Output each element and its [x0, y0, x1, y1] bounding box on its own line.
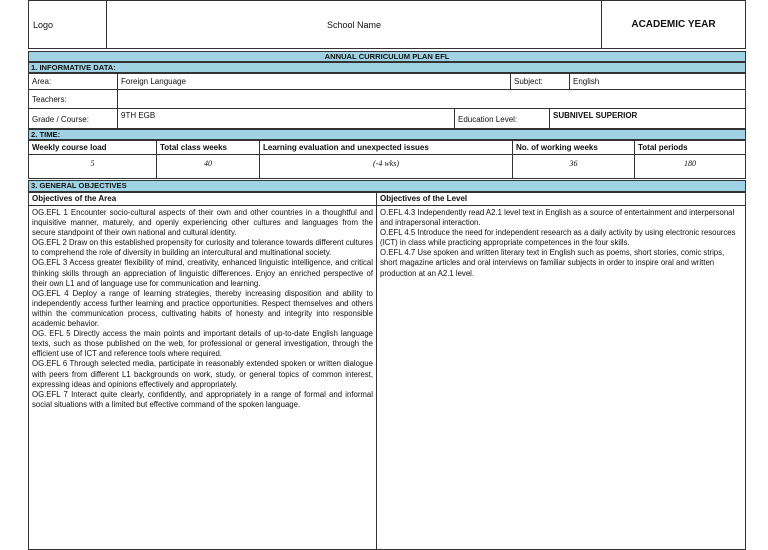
grade-label: Grade / Course:: [28, 108, 118, 129]
section-time: 2. TIME:: [28, 129, 746, 140]
area-value: Foreign Language: [117, 73, 511, 90]
education-level-label: Education Level:: [454, 108, 550, 129]
area-objective-item: OG.EFL 6 Through selected media, participate in reasonably extended spoken or written dialogue with peers from different L1 backgrounds on work, study, or general topics of common interest, expressing ideas and opinions effectively and appropriately.: [32, 359, 373, 389]
time-value-weekly-load: 5: [28, 154, 157, 179]
area-objective-item: OG.EFL 1 Encounter socio-cultural aspects of their own and other countries in a thoughtful and inquisitive manner, maturely, and openly experiencing other cultures and languages from the secure standpoint of their own national and cultural identity.: [32, 208, 373, 238]
grade-value: 9TH EGB: [117, 108, 455, 129]
area-objective-item: OG.EFL 7 Interact quite clearly, confidently, and appropriately in a range of formal and informal social situations with a limited but effective command of the spoken language.: [32, 389, 373, 409]
area-objective-item: OG.EFL 2 Draw on this established propensity for curiosity and tolerance towards different cultures to comprehend the role of diversity in building an intercultural and multinational society.: [32, 238, 373, 258]
academic-year-cell: [601, 0, 746, 49]
area-objectives-list: [28, 205, 377, 550]
time-header-class-weeks: Total class weeks: [156, 140, 260, 155]
teachers-label: Teachers:: [28, 89, 118, 109]
time-value-working-weeks: 36: [512, 154, 635, 179]
time-header-evaluation: Learning evaluation and unexpected issues: [259, 140, 513, 155]
education-level-value: SUBNIVEL SUPERIOR: [549, 108, 746, 129]
section-informative: 1. INFORMATIVE DATA:: [28, 62, 746, 73]
teachers-value: [117, 89, 746, 109]
time-header-total-periods: Total periods: [634, 140, 746, 155]
area-label: Area:: [28, 73, 118, 90]
subject-label: Subject:: [510, 73, 570, 90]
level-objective-item: O.EFL 4.7 Use spoken and written literary text in English such as poems, short stories, comic strips, short magazine articles and oral interviews on familiar subjects in order to inspire oral and written production at an A2.1 level.: [380, 248, 725, 278]
level-objective-item: O.EFL 4.3 Independently read A2.1 level text in English as a source of entertainment and interpersonal and intrapersonal interaction.: [380, 208, 735, 228]
subject-value: English: [569, 73, 746, 90]
logo-label: Logo: [33, 19, 54, 30]
time-header-weekly-load: Weekly course load: [28, 140, 157, 155]
academic-year: ACADEMIC YEAR: [631, 19, 716, 30]
level-objectives-header: Objectives of the Level: [376, 192, 746, 206]
area-objective-item: OG.EFL 3 Access greater flexibility of mind, creativity, enhanced linguistic intelligence, and critical thinking skills through an appreciation of linguistic differences. Enjoy an enriched perspective of their own L1 and of language use for communication and learning.: [32, 258, 373, 288]
school-name-cell: [106, 0, 602, 49]
level-objective-item: O.EFL 4.5 Introduce the need for independent research as a daily activity by using electronic resources (ICT) in class while practicing appropriate competences in the four skills.: [380, 228, 736, 248]
time-value-evaluation: (-4 wks): [259, 154, 513, 179]
time-header-working-weeks: No. of working weeks: [512, 140, 635, 155]
area-objectives-header: Objectives of the Area: [28, 192, 377, 206]
school-name: School Name: [326, 19, 382, 30]
area-objective-item: OG.EFL 4 Deploy a range of learning strategies, thereby increasing disposition and ability to independently access further learning and practice opportunities. Respect themselves and others within the communication process, cultivating habits of honesty and integrity into responsible academic behavior.: [32, 288, 373, 329]
level-objectives-list: [376, 205, 746, 550]
logo-cell: [28, 0, 107, 49]
plan-title: ANNUAL CURRICULUM PLAN EFL: [28, 51, 746, 62]
area-objective-item: OG. EFL 5 Directly access the main points and important details of up-to-date English language texts, such as those published on the web, for professional or general investigation, through the efficient use of ICT and reference tools where required.: [32, 329, 373, 359]
time-value-class-weeks: 40: [156, 154, 260, 179]
section-general-objectives: 3. GENERAL OBJECTIVES: [28, 180, 746, 192]
time-value-total-periods: 180: [634, 154, 746, 179]
